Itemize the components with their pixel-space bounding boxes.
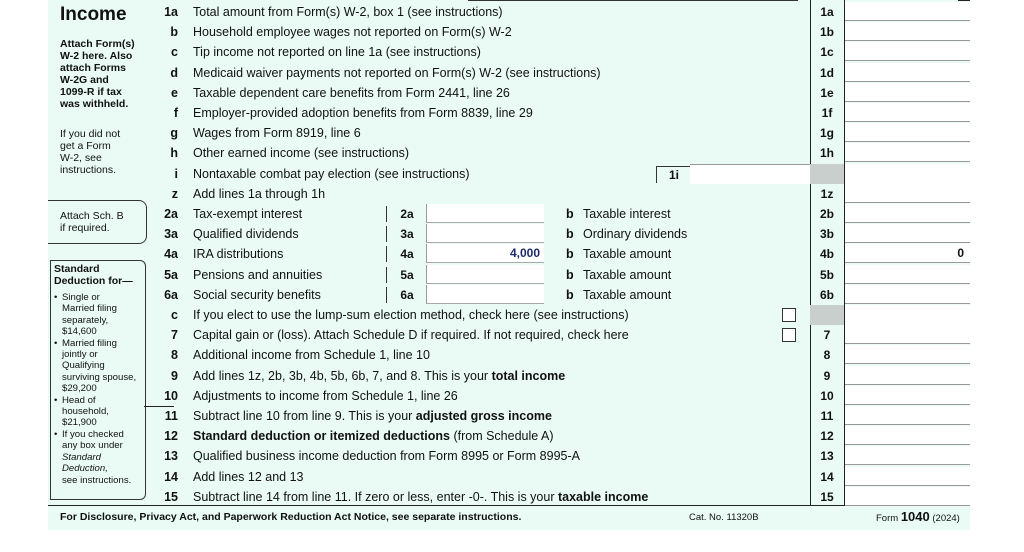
line-1g-col-label: 1g bbox=[819, 126, 834, 141]
line-4a-b-letter: b bbox=[566, 247, 574, 262]
divider-top-right bbox=[958, 0, 970, 1]
line-15-emphasis: taxable income bbox=[557, 489, 649, 504]
line-6b-col-label: 6b bbox=[819, 287, 834, 302]
line-1a-label bbox=[193, 4, 503, 20]
line-12-amount[interactable] bbox=[845, 426, 970, 445]
line-1b-text: Household employee wages not reported on Form(s) W-2 bbox=[193, 25, 512, 40]
line-1a-col-label: 1a bbox=[820, 5, 834, 19]
no-w2-note: If you did not get a Form W-2, see instructions. bbox=[60, 128, 121, 176]
line-10-text: Adjustments to income from Schedule 1, line 26 bbox=[193, 388, 458, 403]
line-2b-label: Taxable interest bbox=[583, 207, 671, 221]
line-1e-amount[interactable] bbox=[845, 83, 970, 102]
standard-deduction-list: • Single or Married filing separately, $14,600 • Married filing jointly or Qualifying surviving spouse, $29,200 • Head of household, $21,900 • If you checked any box under Standard Deduction, see instructions. bbox=[54, 292, 137, 486]
line-1h-amount[interactable] bbox=[845, 143, 970, 162]
line-2a-box-amount[interactable] bbox=[426, 204, 544, 223]
line-11-label bbox=[193, 408, 552, 424]
line-7-amount[interactable] bbox=[845, 325, 970, 344]
line-7-col-label: 7 bbox=[823, 328, 831, 343]
standard-deduction-box bbox=[50, 260, 146, 500]
line-1b-number: b bbox=[170, 25, 178, 40]
line-14-number: 14 bbox=[164, 469, 178, 484]
line-14-col-label: 14 bbox=[820, 469, 834, 484]
line-6c-number: c bbox=[171, 308, 178, 322]
form-prefix: Form bbox=[876, 513, 901, 524]
line-1h-col-label: 1h bbox=[819, 146, 834, 161]
divider-top bbox=[468, 0, 798, 1]
line-3a-label: Qualified dividends bbox=[193, 227, 299, 242]
line-5b-amount[interactable] bbox=[845, 265, 970, 284]
line-10-col-label: 10 bbox=[820, 388, 834, 403]
attach-w2-note: Attach Form(s) W-2 here. Also attach Forms W-2G and 1099-R if tax was withheld. bbox=[60, 38, 135, 110]
line-8-label bbox=[193, 347, 430, 363]
line-5a-box-label: 5a bbox=[386, 267, 427, 283]
line-1i-amount[interactable] bbox=[845, 164, 970, 184]
line-12-col-label: 12 bbox=[820, 429, 834, 444]
line-3a-box-amount[interactable] bbox=[426, 224, 544, 243]
line-1g-amount[interactable] bbox=[845, 123, 970, 142]
line-5a-box-amount[interactable] bbox=[426, 265, 544, 284]
line-6a-box-label: 6a bbox=[386, 287, 427, 303]
line-9-number: 9 bbox=[171, 368, 178, 383]
line-1i-number: i bbox=[174, 166, 178, 181]
form-year: (2024) bbox=[932, 513, 960, 524]
line-7-text: Capital gain or (loss). Attach Schedule D if required. If not required, check here bbox=[193, 328, 629, 343]
line-1d-label bbox=[193, 65, 601, 81]
line-13-amount[interactable] bbox=[845, 446, 970, 465]
line-2a-number: 2a bbox=[164, 207, 178, 221]
line-1i-label bbox=[193, 166, 470, 182]
line-3a-b-letter: b bbox=[566, 227, 574, 242]
line-1a-number: 1a bbox=[164, 5, 178, 19]
line-14-amount[interactable] bbox=[845, 467, 970, 486]
line-1e-label bbox=[193, 85, 510, 101]
line-1g-label bbox=[193, 125, 361, 141]
section-title: Income bbox=[60, 4, 127, 25]
line-7-number: 7 bbox=[171, 328, 178, 343]
line-1b-label bbox=[193, 24, 512, 40]
line-11-col-label: 11 bbox=[820, 409, 834, 423]
line-6b-amount[interactable] bbox=[845, 285, 970, 304]
line-4b-amount[interactable]: 0 bbox=[845, 244, 970, 263]
line-1z-col-label: 1z bbox=[820, 186, 834, 201]
line-5b-col-label: 5b bbox=[819, 267, 834, 282]
line-6a-number: 6a bbox=[164, 287, 178, 302]
line-1f-number: f bbox=[173, 106, 178, 120]
line-1i-box-label: 1i bbox=[656, 166, 691, 183]
line-13-col-label: 13 bbox=[820, 449, 834, 464]
line-9-label bbox=[193, 368, 565, 384]
line-6b-label: Taxable amount bbox=[583, 287, 672, 302]
line-12-label bbox=[193, 428, 553, 444]
line-3a-box-label: 3a bbox=[386, 226, 427, 242]
line-1c-amount[interactable] bbox=[845, 42, 970, 61]
line-11-number: 11 bbox=[164, 409, 178, 423]
line-6c-amount[interactable] bbox=[845, 305, 970, 325]
line-1b-col-label: 1b bbox=[819, 25, 834, 40]
line-10-number: 10 bbox=[164, 388, 178, 403]
line-1z-label bbox=[193, 186, 325, 202]
line-8-col-label: 8 bbox=[823, 348, 831, 363]
line-1z-number: z bbox=[171, 186, 178, 201]
line-6c-label: If you elect to use the lump-sum election method, check here (see instructions) bbox=[193, 308, 629, 322]
line-3b-col-label: 3b bbox=[819, 227, 834, 242]
line-2a-box-label: 2a bbox=[386, 206, 427, 222]
line-15-number: 15 bbox=[164, 489, 178, 504]
line-15-amount[interactable] bbox=[845, 487, 970, 506]
catalog-number: Cat. No. 11320B bbox=[689, 512, 759, 523]
line-2a-b-letter: b bbox=[566, 207, 574, 221]
line-4a-label: IRA distributions bbox=[193, 247, 284, 262]
line-4b-label: Taxable amount bbox=[583, 247, 672, 262]
line-15-text: Subtract line 14 from line 11. If zero or less, enter -0-. This is your bbox=[193, 489, 558, 504]
line-14-label bbox=[193, 469, 304, 485]
line-1d-amount[interactable] bbox=[845, 63, 970, 82]
line-1z-text: Add lines 1a through 1h bbox=[193, 186, 326, 201]
line-1g-text: Wages from Form 8919, line 6 bbox=[193, 126, 361, 141]
line-2b-col-label: 2b bbox=[819, 207, 834, 221]
line-1z-amount[interactable] bbox=[845, 184, 970, 203]
sch-b-note: Attach Sch. B if required. bbox=[60, 210, 124, 234]
line-11-amount[interactable] bbox=[845, 406, 970, 425]
line-4b-col-label: 4b bbox=[819, 247, 834, 262]
form-id bbox=[876, 509, 960, 524]
line-9-col-label: 9 bbox=[823, 368, 831, 383]
line-5a-number: 5a bbox=[164, 267, 178, 282]
line-1f-col-label: 1f bbox=[821, 106, 833, 120]
line-6a-label: Social security benefits bbox=[193, 287, 321, 302]
line-5a-b-letter: b bbox=[566, 267, 574, 282]
line-1d-text: Medicaid waiver payments not reported on Form(s) W-2 (see instructions) bbox=[193, 65, 601, 80]
line-7-checkbox[interactable] bbox=[782, 328, 796, 342]
line-8-amount[interactable] bbox=[845, 345, 970, 364]
line-1f-amount[interactable] bbox=[845, 103, 970, 122]
line-1c-number: c bbox=[171, 45, 178, 60]
form-1040-income-section bbox=[48, 0, 970, 530]
line-1e-number: e bbox=[171, 85, 178, 100]
standard-deduction-title: Standard Deduction for— bbox=[54, 263, 133, 287]
line-10-amount[interactable] bbox=[845, 386, 970, 405]
line-1g-number: g bbox=[170, 126, 178, 141]
line-13-label bbox=[193, 448, 580, 464]
line-6c-grey-cell bbox=[810, 305, 844, 325]
line-1f-text: Employer-provided adoption benefits from Form 8839, line 29 bbox=[193, 106, 533, 120]
footer-notice: For Disclosure, Privacy Act, and Paperwork Reduction Act Notice, see separate instructions. bbox=[60, 511, 522, 523]
line-5a-label: Pensions and annuities bbox=[193, 267, 323, 282]
line-1c-text: Tip income not reported on line 1a (see instructions) bbox=[193, 45, 481, 60]
line-1a-text: Total amount from Form(s) W-2, box 1 (see instructions) bbox=[193, 5, 503, 19]
line-9-emphasis: total income bbox=[491, 368, 566, 383]
line-6c-checkbox[interactable] bbox=[782, 308, 796, 322]
line-6a-b-letter: b bbox=[566, 287, 574, 302]
line-1b-amount[interactable] bbox=[845, 22, 970, 41]
line-1d-col-label: 1d bbox=[819, 65, 834, 80]
line-7-label bbox=[193, 327, 629, 343]
divider-footer bbox=[48, 505, 970, 506]
line-1e-col-label: 1e bbox=[820, 85, 834, 100]
line-1i-grey-cell bbox=[810, 164, 844, 184]
line-9-amount[interactable] bbox=[845, 366, 970, 385]
line-3b-label: Ordinary dividends bbox=[583, 227, 688, 242]
line-15-label bbox=[193, 489, 648, 505]
line-8-number: 8 bbox=[171, 348, 178, 363]
line-1h-number: h bbox=[170, 146, 178, 161]
line-11-emphasis: adjusted gross income bbox=[415, 409, 552, 423]
line-5b-label: Taxable amount bbox=[583, 267, 672, 282]
line-4a-number: 4a bbox=[164, 247, 178, 262]
line-14-text: Add lines 12 and 13 bbox=[193, 469, 304, 484]
line-1a-amount[interactable] bbox=[845, 2, 970, 21]
line-2b-amount[interactable] bbox=[845, 204, 970, 223]
line-1c-label bbox=[193, 44, 481, 60]
line-1f-label bbox=[193, 105, 533, 121]
line-11-text: Subtract line 10 from line 9. This is your bbox=[193, 409, 416, 423]
line-1h-text: Other earned income (see instructions) bbox=[193, 146, 410, 161]
line-1d-number: d bbox=[170, 65, 178, 80]
line-1h-label bbox=[193, 145, 409, 161]
line-12-emphasis: Standard deduction or itemized deductions bbox=[193, 429, 450, 444]
line-8-text: Additional income from Schedule 1, line 10 bbox=[193, 348, 430, 363]
line-6a-box-amount[interactable] bbox=[426, 285, 544, 304]
line-13-number: 13 bbox=[164, 449, 178, 464]
line-12-number: 12 bbox=[164, 429, 178, 444]
line-15-col-label: 15 bbox=[820, 489, 834, 504]
line-1e-text: Taxable dependent care benefits from Form 2441, line 26 bbox=[193, 85, 510, 100]
line-3a-number: 3a bbox=[164, 227, 178, 242]
sch-b-bracket bbox=[48, 200, 147, 244]
line-9-text: Add lines 1z, 2b, 3b, 4b, 5b, 6b, 7, and 8. This is your bbox=[193, 368, 492, 383]
line-2a-label: Tax-exempt interest bbox=[193, 207, 303, 221]
divider-line-12 bbox=[144, 406, 174, 407]
line-12-suffix: (from Schedule A) bbox=[449, 429, 554, 444]
line-4a-box-amount[interactable]: 4,000 bbox=[426, 244, 544, 263]
line-1c-col-label: 1c bbox=[820, 45, 834, 60]
line-13-text: Qualified business income deduction from Form 8995 or Form 8995-A bbox=[193, 449, 580, 464]
line-4a-box-label: 4a bbox=[386, 246, 427, 262]
line-3b-amount[interactable] bbox=[845, 224, 970, 243]
line-1i-text: Nontaxable combat pay election (see instructions) bbox=[193, 166, 470, 181]
line-10-label bbox=[193, 388, 458, 404]
line-1i-box-amount[interactable] bbox=[690, 164, 810, 184]
form-number: 1040 bbox=[900, 509, 930, 524]
